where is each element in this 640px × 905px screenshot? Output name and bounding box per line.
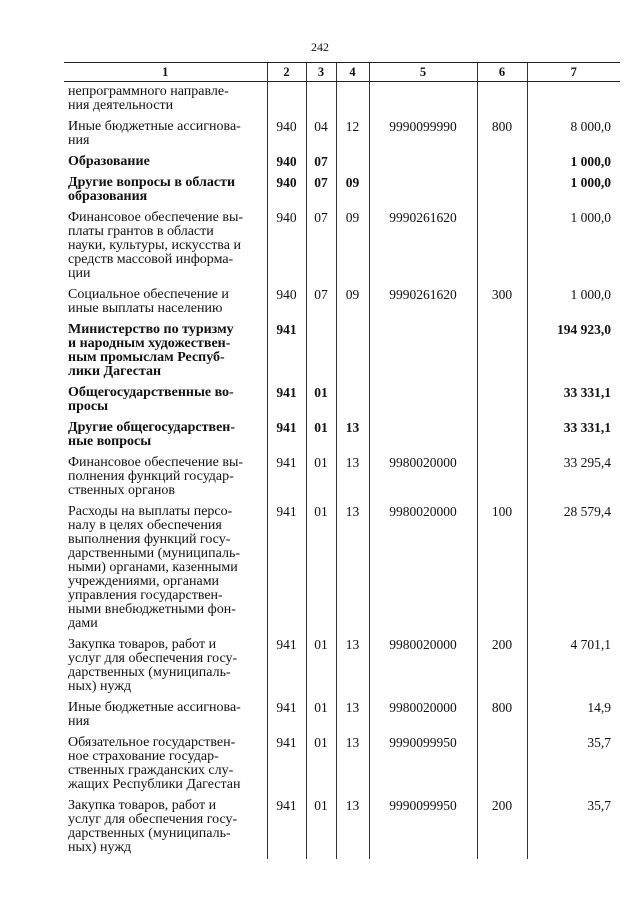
row-name: Иные бюджетные ассигнова- ния [68,119,241,148]
row-section-code: 01 [306,733,336,796]
row-expense-type-code [477,320,527,383]
row-target-article-code: 9980020000 [369,635,477,698]
row-section-code: 07 [306,173,336,208]
row-ministry-code: 941 [267,635,306,698]
column-header-1: 1 [64,63,267,82]
row-section-code: 01 [306,502,336,635]
row-expense-type-code [477,733,527,796]
table-row [64,152,620,173]
row-subsection-code [336,320,369,383]
column-header-4: 4 [336,63,369,82]
row-target-article-code [369,383,477,418]
table-row [64,635,620,698]
row-target-article-code: 9990261620 [369,285,477,320]
row-expense-type-code: 200 [477,635,527,698]
row-subsection-code [336,383,369,418]
row-name: Общегосударственные во- просы [68,385,234,414]
row-expense-type-code: 800 [477,698,527,733]
row-subsection-code [336,152,369,173]
row-amount: 1 000,0 [527,208,620,285]
row-subsection-code: 13 [336,698,369,733]
row-subsection-code: 13 [336,635,369,698]
row-ministry-code: 941 [267,502,306,635]
table-row [64,383,620,418]
page-number: 242 [311,40,329,54]
row-ministry-code: 941 [267,698,306,733]
row-amount: 33 331,1 [527,418,620,453]
table-row [64,796,620,859]
table-row [64,733,620,796]
row-subsection-code: 09 [336,173,369,208]
row-expense-type-code [477,173,527,208]
row-ministry-code: 940 [267,173,306,208]
row-amount: 33 331,1 [527,383,620,418]
row-name: Расходы на выплаты персо- налу в целях обеспечения выполнения функций госу- дарственными (муниципаль- ными) органами, казенными учреждениями, органами управления государствен- ными внебюджетными фон- дами [68,504,241,631]
row-expense-type-code [477,208,527,285]
row-target-article-code: 9990099950 [369,796,477,859]
row-section-code: 07 [306,152,336,173]
row-ministry-code: 940 [267,117,306,152]
row-target-article-code: 9980020000 [369,453,477,502]
row-ministry-code: 941 [267,383,306,418]
row-amount: 1 000,0 [527,285,620,320]
row-section-code: 07 [306,285,336,320]
row-target-article-code [369,173,477,208]
row-section-code: 01 [306,418,336,453]
row-target-article-code: 9990099990 [369,117,477,152]
row-ministry-code: 941 [267,733,306,796]
row-amount: 35,7 [527,796,620,859]
row-ministry-code: 941 [267,320,306,383]
table-row [64,285,620,320]
row-subsection-code: 13 [336,418,369,453]
row-amount: 1 000,0 [527,173,620,208]
row-target-article-code [369,418,477,453]
row-amount: 28 579,4 [527,502,620,635]
row-ministry-code: 940 [267,285,306,320]
row-subsection-code: 13 [336,733,369,796]
row-ministry-code: 941 [267,796,306,859]
row-amount: 33 295,4 [527,453,620,502]
column-header-2: 2 [267,63,306,82]
row-name: Другие общегосударствен- ные вопросы [68,420,236,449]
table-row [64,173,620,208]
table-row [64,453,620,502]
row-subsection-code: 13 [336,796,369,859]
row-section-code: 07 [306,208,336,285]
row-section-code: 01 [306,453,336,502]
row-subsection-code: 09 [336,285,369,320]
row-ministry-code: 941 [267,418,306,453]
table-row [64,208,620,285]
row-name: Финансовое обеспечение вы- платы грантов в области науки, культуры, искусства и средств массовой информа- ции [68,210,244,281]
row-section-code: 01 [306,796,336,859]
row-name: Финансовое обеспечение вы- полнения функций государ- ственных органов [68,455,244,498]
row-target-article-code [369,152,477,173]
table-row [64,117,620,152]
budget-table [64,62,620,859]
column-header-3: 3 [306,63,336,82]
row-amount: 1 000,0 [527,152,620,173]
row-target-article-code: 9990261620 [369,208,477,285]
row-subsection-code: 13 [336,453,369,502]
row-target-article-code: 9980020000 [369,502,477,635]
row-subsection-code: 13 [336,502,369,635]
column-header-5: 5 [369,63,477,82]
column-header-7: 7 [527,63,620,82]
row-subsection-code: 09 [336,208,369,285]
row-section-code: 01 [306,383,336,418]
table-row [64,320,620,383]
row-expense-type-code [477,152,527,173]
table-header [64,63,620,82]
row-subsection-code: 12 [336,117,369,152]
row-name: Иные бюджетные ассигнова- ния [68,700,241,729]
row-amount: 8 000,0 [527,117,620,152]
row-section-code [306,320,336,383]
row-name: Другие вопросы в области образования [68,175,236,204]
row-section-code: 04 [306,117,336,152]
row-expense-type-code [477,418,527,453]
table-body [64,82,620,860]
row-name: непрограммного направле- ния деятельности [68,84,229,113]
row-section-code: 01 [306,698,336,733]
row-expense-type-code [477,82,527,118]
row-ministry-code [267,82,306,118]
row-section-code: 01 [306,635,336,698]
table-row [64,698,620,733]
row-expense-type-code [477,383,527,418]
row-name: Закупка товаров, работ и услуг для обеспечения госу- дарственных (муниципаль- ных) нужд [68,798,238,855]
row-name: Закупка товаров, работ и услуг для обеспечения госу- дарственных (муниципаль- ных) нужд [68,637,238,694]
table-row [64,502,620,635]
row-name: Образование [68,154,150,169]
row-subsection-code [336,82,369,118]
row-ministry-code: 940 [267,152,306,173]
row-expense-type-code: 800 [477,117,527,152]
row-target-article-code [369,320,477,383]
column-header-6: 6 [477,63,527,82]
table-row [64,418,620,453]
row-expense-type-code: 300 [477,285,527,320]
row-expense-type-code: 100 [477,502,527,635]
row-ministry-code: 940 [267,208,306,285]
row-target-article-code: 9990099950 [369,733,477,796]
row-amount: 35,7 [527,733,620,796]
table-row [64,82,620,118]
header-row [64,63,620,82]
row-amount [527,82,620,118]
row-target-article-code: 9980020000 [369,698,477,733]
row-expense-type-code [477,453,527,502]
row-amount: 4 701,1 [527,635,620,698]
row-name: Обязательное государствен- ное страхование государ- ственных гражданских слу- жащих Республики Дагестан [68,735,241,792]
row-name: Социальное обеспечение и иные выплаты населению [68,287,229,316]
row-amount: 194 923,0 [527,320,620,383]
row-name: Министерство по туризму и народным художествен- ным промыслам Респуб- лики Дагестан [68,322,234,379]
row-amount: 14,9 [527,698,620,733]
row-expense-type-code: 200 [477,796,527,859]
row-ministry-code: 941 [267,453,306,502]
row-section-code [306,82,336,118]
row-target-article-code [369,82,477,118]
